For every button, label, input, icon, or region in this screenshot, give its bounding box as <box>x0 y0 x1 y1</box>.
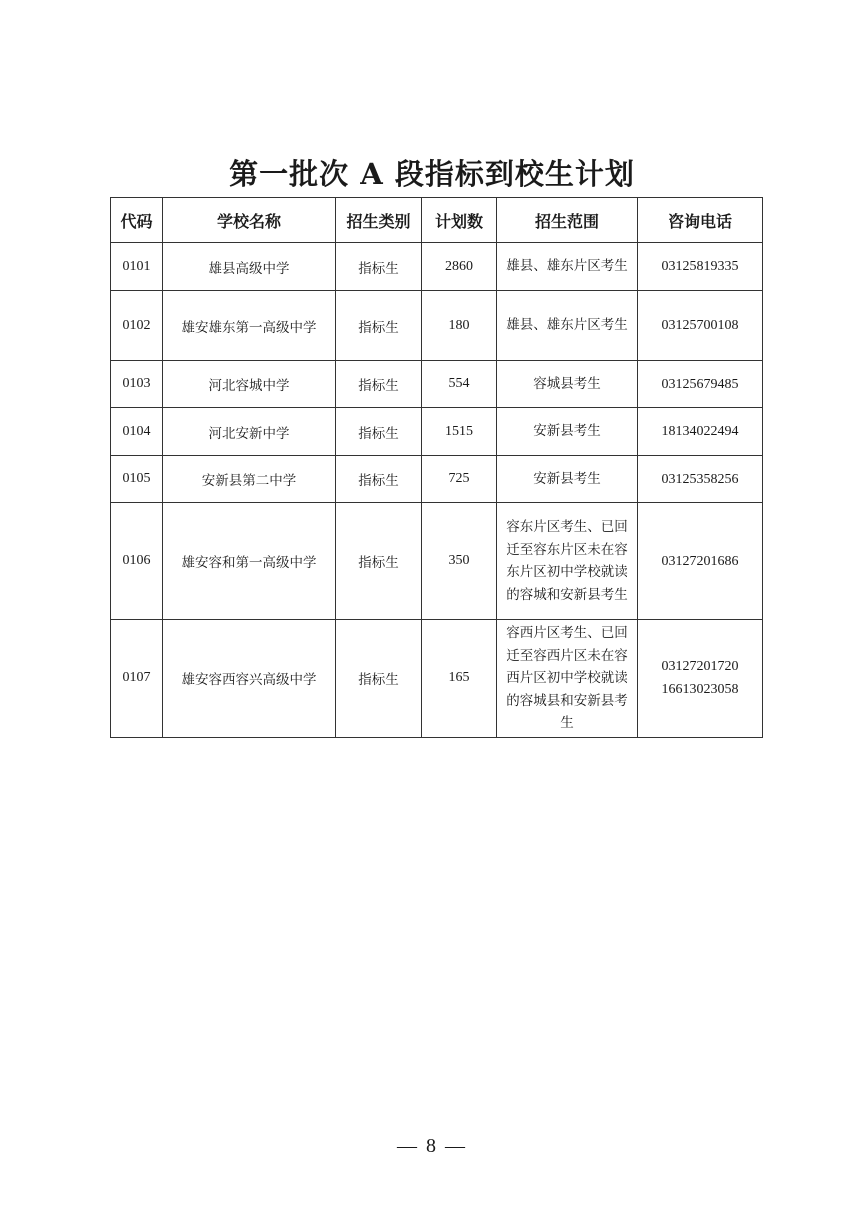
cell-plan: 350 <box>422 503 497 620</box>
cell-code: 0102 <box>111 291 163 361</box>
cell-school: 河北安新中学 <box>163 408 336 456</box>
cell-scope: 安新县考生 <box>497 408 638 456</box>
cell-code: 0103 <box>111 361 163 408</box>
cell-plan: 725 <box>422 456 497 503</box>
cell-phone <box>638 503 763 620</box>
cell-school: 雄县高级中学 <box>163 243 336 291</box>
cell-code: 0101 <box>111 243 163 291</box>
cell-code: 0107 <box>111 620 163 738</box>
phone-number: 03127201720 <box>661 659 739 675</box>
cell-school: 河北容城中学 <box>163 361 336 408</box>
cell-phone <box>638 620 763 738</box>
cell-phone <box>638 456 763 503</box>
cell-category: 指标生 <box>336 361 422 408</box>
table-row <box>111 291 763 361</box>
cell-category: 指标生 <box>336 243 422 291</box>
cell-plan: 554 <box>422 361 497 408</box>
page-number: — 8 — <box>397 1135 467 1157</box>
cell-scope: 雄县、雄东片区考生 <box>497 243 638 291</box>
cell-code: 0106 <box>111 503 163 620</box>
cell-category: 指标生 <box>336 291 422 361</box>
cell-code: 0104 <box>111 408 163 456</box>
cell-school: 安新县第二中学 <box>163 456 336 503</box>
header-phone: 咨询电话 <box>638 198 763 243</box>
table-header-row <box>111 198 763 243</box>
cell-phone <box>638 291 763 361</box>
cell-category: 指标生 <box>336 456 422 503</box>
phone-number: 03125700108 <box>661 318 739 333</box>
phone-number: 03127201686 <box>661 553 739 569</box>
phone-number: 03125819335 <box>661 259 739 274</box>
cell-school: 雄安容和第一高级中学 <box>163 503 336 620</box>
cell-category: 指标生 <box>336 620 422 738</box>
enrollment-plan-table <box>110 197 763 738</box>
table-row <box>111 243 763 291</box>
phone-number: 03125358256 <box>661 471 739 487</box>
cell-school: 雄安雄东第一高级中学 <box>163 291 336 361</box>
header-code: 代码 <box>111 198 163 243</box>
phone-number: 03125679485 <box>661 376 739 392</box>
cell-scope: 安新县考生 <box>497 456 638 503</box>
cell-category: 指标生 <box>336 503 422 620</box>
cell-scope: 容西片区考生、已回迁至容西片区未在容西片区初中学校就读的容城县和安新县考生 <box>497 620 638 738</box>
cell-category: 指标生 <box>336 408 422 456</box>
header-category: 招生类别 <box>336 198 422 243</box>
cell-scope: 雄县、雄东片区考生 <box>497 291 638 361</box>
cell-phone <box>638 361 763 408</box>
cell-phone <box>638 243 763 291</box>
table-row <box>111 361 763 408</box>
cell-phone <box>638 408 763 456</box>
header-school-name: 学校名称 <box>163 198 336 243</box>
phone-number: 18134022494 <box>661 424 739 439</box>
table-row <box>111 408 763 456</box>
header-plan-count: 计划数 <box>422 198 497 243</box>
phone-number: 16613023058 <box>661 682 739 698</box>
table-row <box>111 456 763 503</box>
header-scope: 招生范围 <box>497 198 638 243</box>
cell-plan: 165 <box>422 620 497 738</box>
cell-plan: 2860 <box>422 243 497 291</box>
cell-plan: 1515 <box>422 408 497 456</box>
cell-scope: 容城县考生 <box>497 361 638 408</box>
page-title: 第一批次 A 段指标到校生计划 <box>229 157 635 191</box>
table-row <box>111 503 763 620</box>
cell-code: 0105 <box>111 456 163 503</box>
table-row <box>111 620 763 738</box>
cell-school: 雄安容西容兴高级中学 <box>163 620 336 738</box>
cell-plan: 180 <box>422 291 497 361</box>
cell-scope: 容东片区考生、已回迁至容东片区未在容东片区初中学校就读的容城和安新县考生 <box>497 503 638 620</box>
